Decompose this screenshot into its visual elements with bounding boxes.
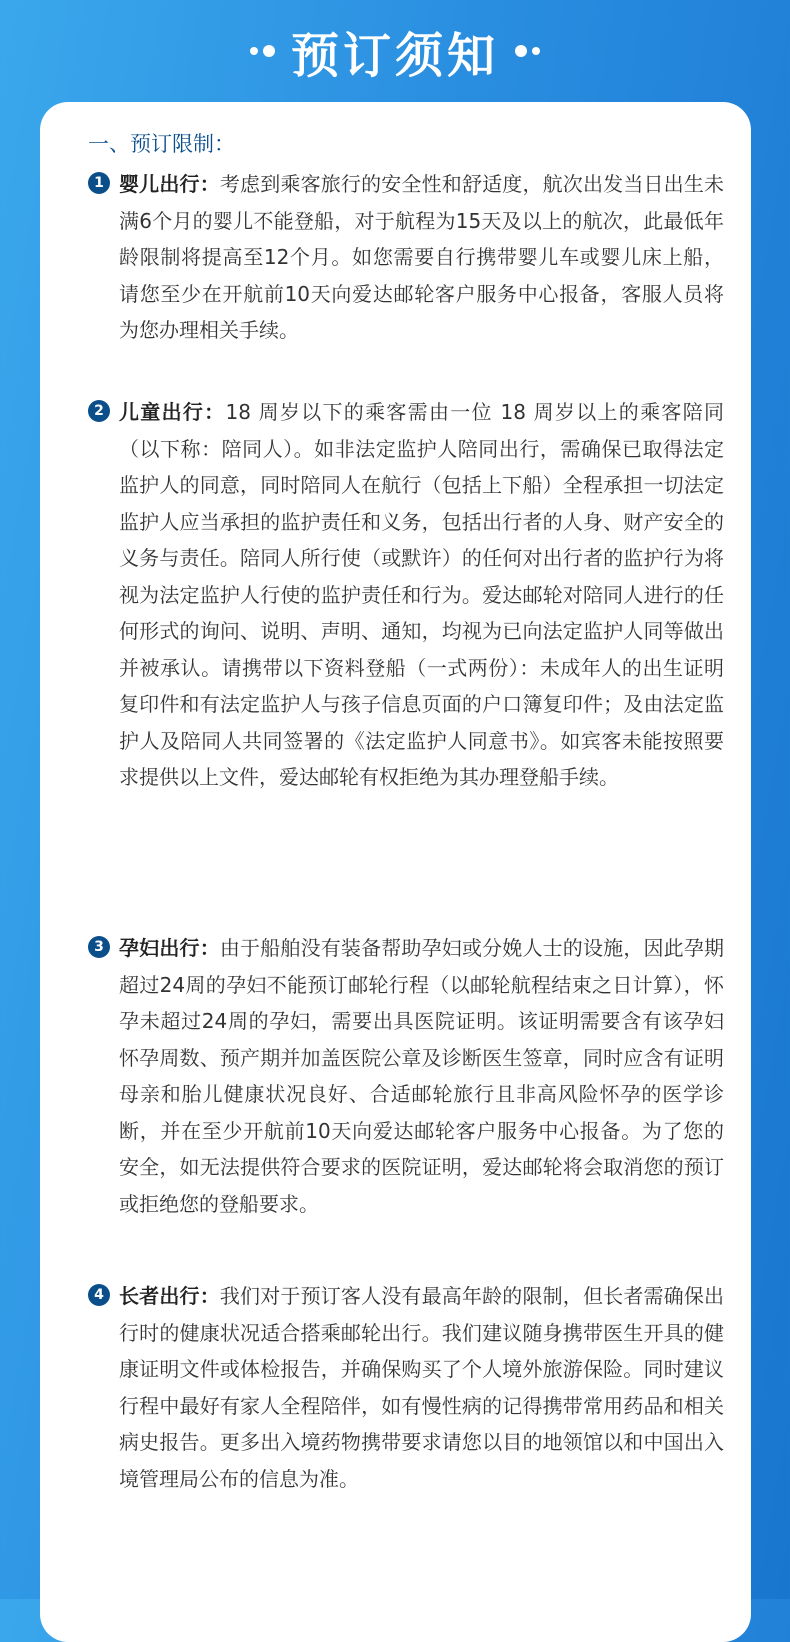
number-badge: 1 (88, 172, 110, 194)
list-item-infant (88, 166, 728, 349)
item-body: 18 周岁以下的乘客需由一位 18 周岁以上的乘客陪同（以下称：陪同人）。如非法定监护人陪同出行，需确保已取得法定监护人的同意，同时陪同人在航行（包括上下船）全程承担一切法定监护人应当承担的监护责任和义务，包括出行者的人身、财产安全的义务与责任。陪同人所行使（或默许）的任何对出行者的监护行为将视为法定监护人行使的监护责任和行为。爱达邮轮对陪同人进行的任何形式的询问、说明、声明、通知，均视为已向法定监护人同等做出并被承认。请携带以下资料登船（一式两份）：未成年人的出生证明复印件和有法定监护人与孩子信息页面的户口簿复印件；及由法定监护人及陪同人共同签署的《法定监护人同意书》。如宾客未能按照要求提供以上文件，爱达邮轮有权拒绝为其办理登船手续。 (119, 400, 724, 789)
content-card (40, 102, 751, 1642)
left-dots-decoration (250, 45, 275, 57)
number-badge: 3 (88, 936, 110, 958)
right-dots-decoration (515, 45, 540, 57)
item-body: 我们对于预订客人没有最高年龄的限制，但长者需确保出行时的健康状况适合搭乘邮轮出行。我们建议随身携带医生开具的健康证明文件或体检报告，并确保购买了个人境外旅游保险。同时建议行程中最好有家人全程陪伴，如有慢性病的记得携带常用药品和相关病史报告。更多出入境药物携带要求请您以目的地领馆以和中国出入境管理局公布的信息为准。 (119, 1284, 725, 1491)
list-item-elderly (88, 1278, 728, 1497)
item-body: 考虑到乘客旅行的安全性和舒适度，航次出发当日出生未满6个月的婴儿不能登船，对于航程为15天及以上的航次，此最低年龄限制将提高至12个月。如您需要自行携带婴儿车或婴儿床上船，请您至少在开航前10天向爱达邮轮客户服务中心报备，客服人员将为您办理相关手续。 (119, 172, 725, 342)
large-dot (515, 45, 527, 57)
item-text (119, 1278, 724, 1497)
item-title: 婴儿出行： (119, 172, 220, 196)
item-title: 儿童出行： (119, 400, 226, 424)
small-dot (250, 47, 258, 55)
section-heading: 一、预订限制： (88, 132, 235, 156)
number-badge: 4 (88, 1284, 110, 1306)
large-dot (263, 45, 275, 57)
item-body: 由于船舶没有装备帮助孕妇或分娩人士的设施，因此孕期超过24周的孕妇不能预订邮轮行程（以邮轮航程结束之日计算），怀孕未超过24周的孕妇，需要出具医院证明。该证明需要含有该孕妇怀孕周数、预产期并加盖医院公章及诊断医生签章，同时应含有证明母亲和胎儿健康状况良好、合适邮轮旅行且非高风险怀孕的医学诊断，并在至少开航前10天向爱达邮轮客户服务中心报备。为了您的安全，如无法提供符合要求的医院证明，爱达邮轮将会取消您的预订或拒绝您的登船要求。 (119, 936, 725, 1216)
item-text (119, 394, 724, 796)
list-item-pregnant (88, 930, 728, 1222)
page-title: 预订须知 (290, 27, 499, 84)
item-title: 长者出行： (119, 1284, 220, 1308)
header (0, 0, 790, 102)
item-text (119, 166, 724, 349)
item-text (119, 930, 724, 1222)
item-title: 孕妇出行： (119, 936, 220, 960)
list-item-child (88, 394, 728, 796)
number-badge: 2 (88, 400, 110, 422)
small-dot (532, 47, 540, 55)
